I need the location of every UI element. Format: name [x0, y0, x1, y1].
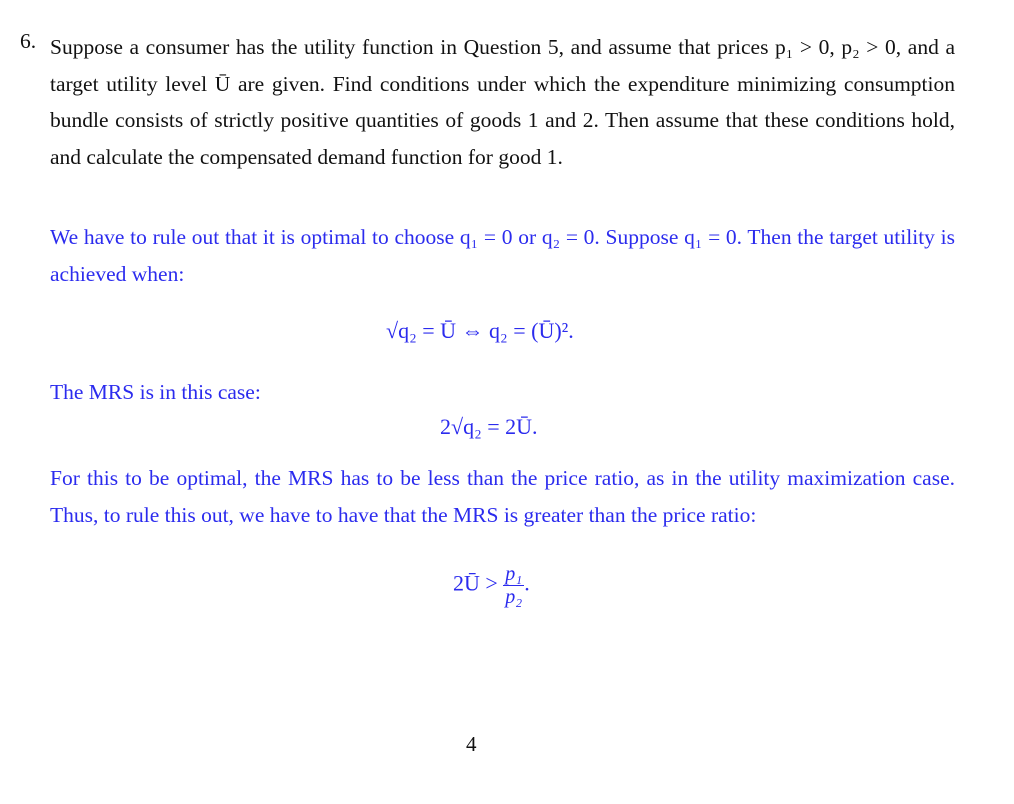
answer-paragraph-1: We have to rule out that it is optimal to choose q₁ = 0 or q₂ = 0. Suppose q₁ = 0. Then the target utility is achieved when: [50, 225, 955, 286]
fraction-denominator: p₂ [505, 586, 523, 608]
fraction-numerator: p₁ [505, 563, 523, 585]
price-ratio-fraction [503, 563, 524, 608]
answer-paragraph-3: For this to be optimal, the MRS has to be less than the price ratio, as in the utility maximization case. Thus, to rule this out, we have to have that the MRS is greater than the price ratio: [50, 466, 955, 527]
equation-2: 2√q₂ = 2Ū. [440, 414, 538, 439]
page-number: 4 [466, 732, 477, 756]
equation-1: √q₂ = Ū ⇔ q₂ = (Ū)². [386, 318, 574, 343]
equation-3-period: . [524, 570, 530, 596]
answer-paragraph-2: The MRS is in this case: [50, 380, 261, 404]
question-number: 6. [20, 29, 37, 53]
equation-3-left: 2Ū > [453, 570, 498, 596]
equation-3 [453, 563, 530, 608]
question-text: Suppose a consumer has the utility function in Question 5, and assume that prices p₁ > 0, p₂ > 0, and a target utility level Ū are given. Find conditions under which the expenditure minimizing consumption bundle consists of strictly positive quantities of goods 1 and 2. Then assume that these conditions hold, and calculate the compensated demand function for good 1. [50, 35, 955, 169]
